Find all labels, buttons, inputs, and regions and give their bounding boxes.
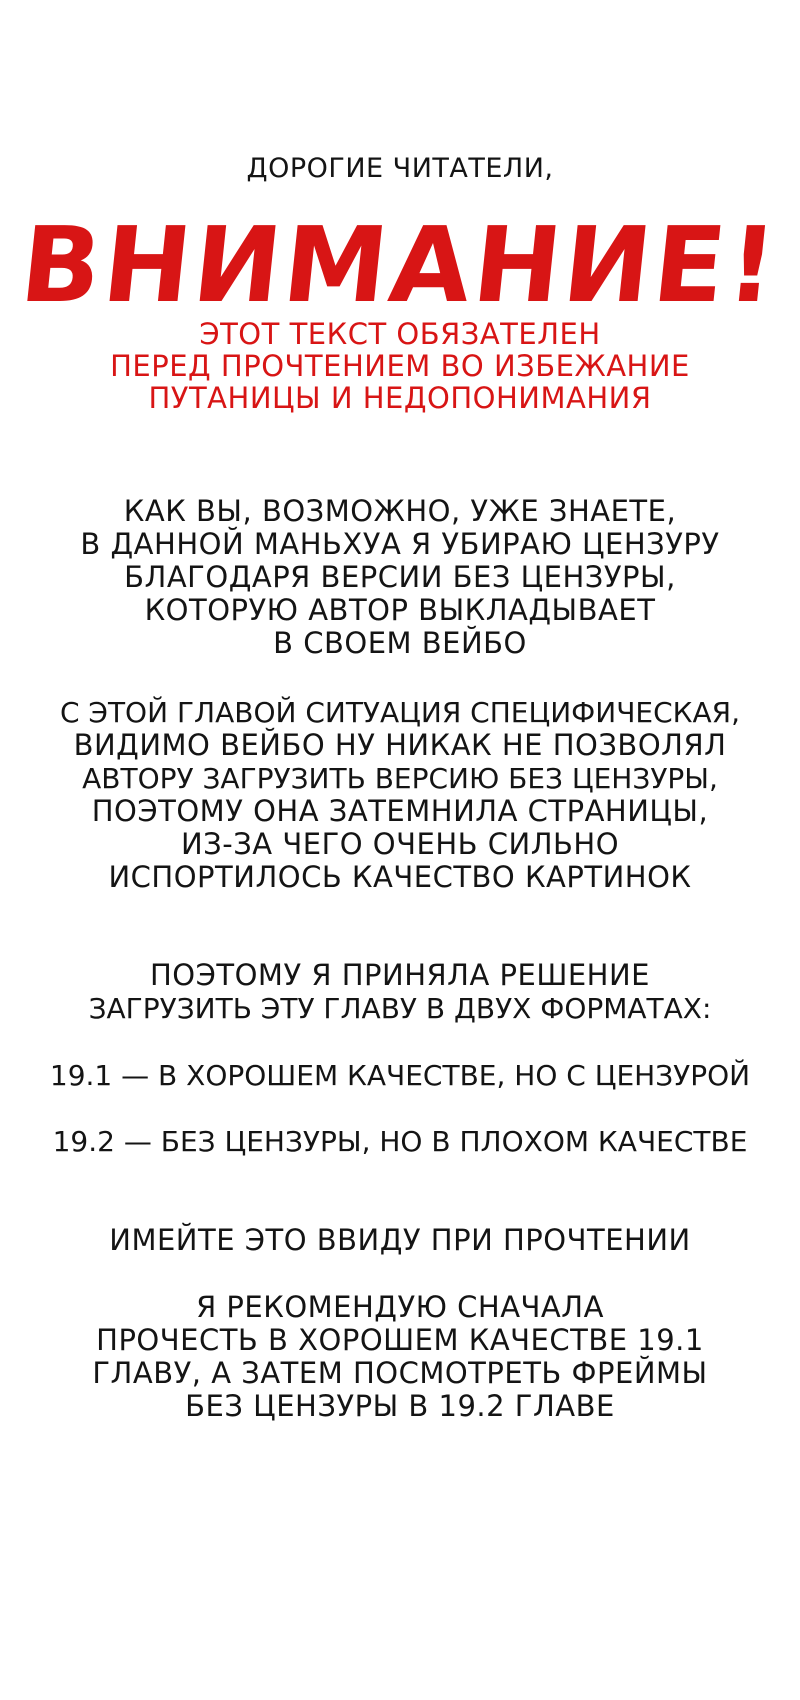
paragraph2-line: ИЗ-ЗА ЧЕГО ОЧЕНЬ СИЛЬНО (180, 827, 620, 861)
subtitle-line: ПУТАНИЦЫ И НЕДОПОНИМАНИЯ (148, 381, 652, 415)
paragraph4-line: ГЛАВУ, А ЗАТЕМ ПОСМОТРЕТЬ ФРЕЙМЫ (92, 1356, 708, 1390)
paragraph1-line: БЛАГОДАРЯ ВЕРСИИ БЕЗ ЦЕНЗУРЫ, (124, 560, 676, 594)
warning-title: ВНИМАНИЕ! (15, 204, 785, 326)
paragraph4-line: Я РЕКОМЕНДУЮ СНАЧАЛА (196, 1290, 604, 1324)
greeting-text: ДОРОГИЕ ЧИТАТЕЛИ, (246, 153, 554, 184)
paragraph2-line: ВИДИМО ВЕЙБО НУ НИКАК НЕ ПОЗВОЛЯЛ (73, 728, 727, 762)
paragraph2-line: ПОЭТОМУ ОНА ЗАТЕМНИЛА СТРАНИЦЫ, (91, 794, 709, 828)
paragraph2-line: С ЭТОЙ ГЛАВОЙ СИТУАЦИЯ СПЕЦИФИЧЕСКАЯ, (59, 696, 741, 729)
reminder-text: ИМЕЙТЕ ЭТО ВВИДУ ПРИ ПРОЧТЕНИИ (109, 1223, 691, 1257)
paragraph1-line: КАК ВЫ, ВОЗМОЖНО, УЖЕ ЗНАЕТЕ, (123, 494, 677, 528)
paragraph1-line: КОТОРУЮ АВТОР ВЫКЛАДЫВАЕТ (144, 593, 656, 627)
format-option-19-2: 19.2 — БЕЗ ЦЕНЗУРЫ, НО В ПЛОХОМ КАЧЕСТВЕ (52, 1125, 748, 1158)
paragraph1-line: В ДАННОЙ МАНЬХУА Я УБИРАЮ ЦЕНЗУРУ (80, 527, 720, 561)
paragraph2-line: АВТОРУ ЗАГРУЗИТЬ ВЕРСИЮ БЕЗ ЦЕНЗУРЫ, (82, 762, 718, 795)
paragraph3-line: ЗАГРУЗИТЬ ЭТУ ГЛАВУ В ДВУХ ФОРМАТАХ: (88, 992, 712, 1025)
paragraph4-line: ПРОЧЕСТЬ В ХОРОШЕМ КАЧЕСТВЕ 19.1 (96, 1323, 704, 1357)
subtitle-line: ЭТОТ ТЕКСТ ОБЯЗАТЕЛЕН (199, 317, 601, 351)
paragraph1-line: В СВОЕМ ВЕЙБО (273, 626, 527, 660)
format-option-19-1: 19.1 — В ХОРОШЕМ КАЧЕСТВЕ, НО С ЦЕНЗУРОЙ (49, 1059, 751, 1092)
paragraph3-line: ПОЭТОМУ Я ПРИНЯЛА РЕШЕНИЕ (150, 958, 650, 992)
paragraph4-line: БЕЗ ЦЕНЗУРЫ В 19.2 ГЛАВЕ (185, 1389, 615, 1423)
subtitle-line: ПЕРЕД ПРОЧТЕНИЕМ ВО ИЗБЕЖАНИЕ (110, 349, 690, 383)
paragraph2-line: ИСПОРТИЛОСЬ КАЧЕСТВО КАРТИНОК (108, 860, 692, 894)
